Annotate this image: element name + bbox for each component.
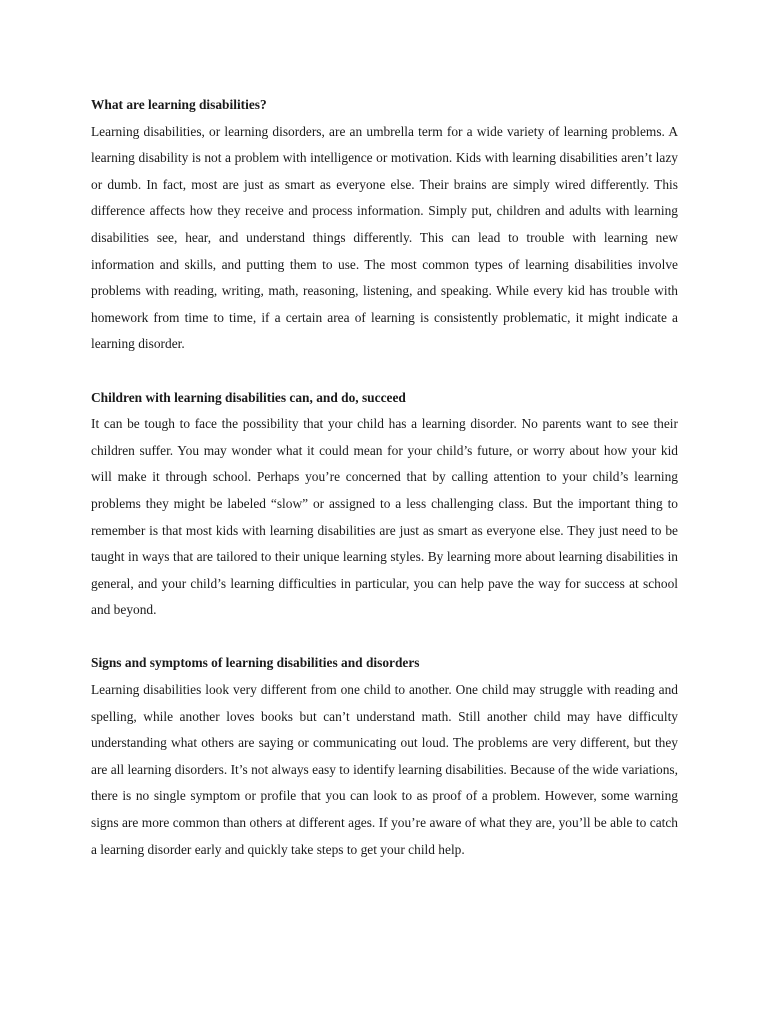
section-signs-and-symptoms: [91, 650, 678, 863]
section-paragraph: Learning disabilities look very different from one child to another. One child may struggle with reading and spelling, while another loves books but can’t understand math. Still another child may have difficulty understanding what others are saying or communicating out loud. The problems are very different, but they are all learning disorders. It’s not always easy to identify learning disabilities. Because of the wide variations, there is no single symptom or profile that you can look to as proof of a problem. However, some warning signs are more common than others at different ages. If you’re aware of what they are, you’ll be able to catch a learning disorder early and quickly take steps to get your child help.: [91, 682, 678, 857]
paragraph-spacer: [91, 358, 678, 385]
section-paragraph: Learning disabilities, or learning disorders, are an umbrella term for a wide variety of learning problems. A learning disability is not a problem with intelligence or motivation. Kids with learning disabilities aren’t lazy or dumb. In fact, most are just as smart as everyone else. Their brains are simply wired differently. This difference affects how they receive and process information. Simply put, children and adults with learning disabilities see, hear, and understand things differently. This can lead to trouble with learning new information and skills, and putting them to use. The most common types of learning disabilities involve problems with reading, writing, math, reasoning, listening, and speaking. While every kid has trouble with homework from time to time, if a certain area of learning is consistently problematic, it might indicate a learning disorder.: [91, 123, 678, 352]
section-paragraph: It can be tough to face the possibility that your child has a learning disorder. No parents want to see their children suffer. You may wonder what it could mean for your child’s future, or worry about how your kid will make it through school. Perhaps you’re concerned that by calling attention to your child’s learning problems they might be labeled “slow” or assigned to a less challenging class. But the important thing to remember is that most kids with learning disabilities are just as smart as everyone else. They just need to be taught in ways that are tailored to their unique learning styles. By learning more about learning disabilities in general, and your child’s learning difficulties in particular, you can help pave the way for success at school and beyond.: [91, 416, 678, 618]
document-page: [91, 92, 678, 863]
section-heading: What are learning disabilities?: [91, 97, 267, 112]
section-heading: Children with learning disabilities can, and do, succeed: [91, 389, 406, 405]
section-children-can-succeed: [91, 385, 678, 624]
section-what-are-learning-disabilities: [91, 92, 678, 358]
section-heading: Signs and symptoms of learning disabilities and disorders: [91, 655, 420, 671]
paragraph-spacer: [91, 624, 678, 651]
